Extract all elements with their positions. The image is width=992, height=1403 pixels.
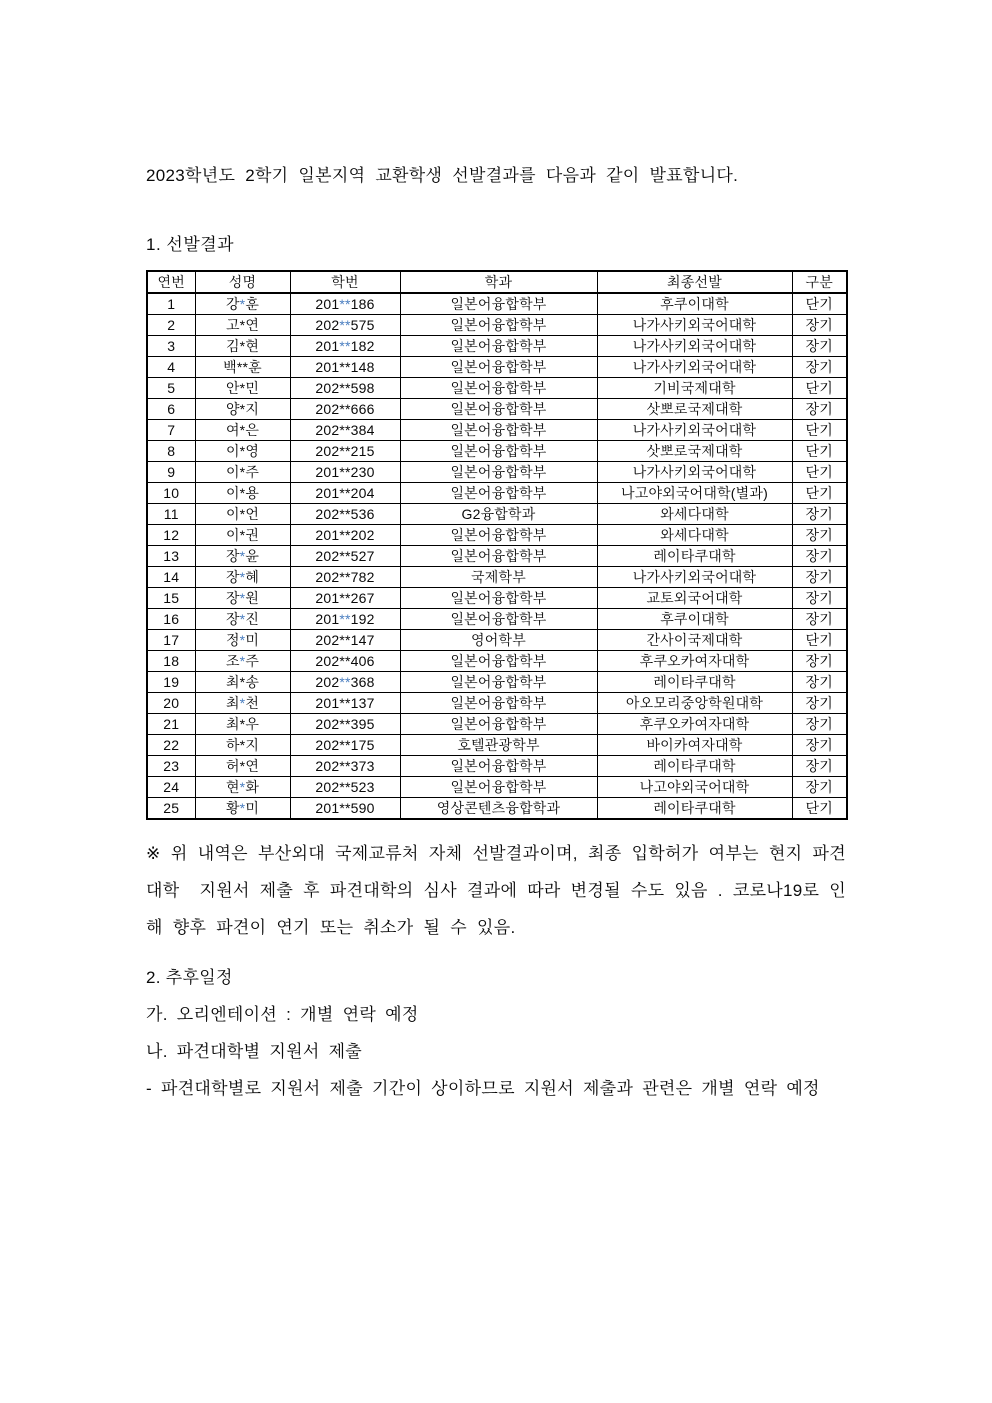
masked-asterisk: * <box>345 674 351 690</box>
table-row <box>147 504 847 525</box>
table-row <box>147 293 847 315</box>
cell-university: 나가사키외국어대학 <box>597 336 792 357</box>
masked-asterisk: * <box>339 380 345 396</box>
cell-department: 영상콘텐츠융합학과 <box>400 798 597 820</box>
cell-category: 장기 <box>792 525 847 546</box>
cell-student-id: 202**666 <box>290 399 400 420</box>
cell-student-id: 201**186 <box>290 293 400 315</box>
column-header-final-selection: 최종선발 <box>597 271 792 293</box>
masked-asterisk: * <box>345 611 351 627</box>
masked-asterisk: * <box>345 548 351 564</box>
section1-heading: 1. 선발결과 <box>146 235 235 254</box>
table-row <box>147 672 847 693</box>
cell-no: 6 <box>147 399 195 420</box>
masked-asterisk: * <box>239 527 246 543</box>
cell-student-id: 201**267 <box>290 588 400 609</box>
cell-department: 일본어융합학부 <box>400 672 597 693</box>
cell-department: 일본어융합학부 <box>400 357 597 378</box>
column-header-student-id: 학번 <box>290 271 400 293</box>
cell-university: 레이타쿠대학 <box>597 756 792 777</box>
masked-asterisk: * <box>345 527 351 543</box>
table-row <box>147 525 847 546</box>
masked-asterisk: * <box>345 359 351 375</box>
cell-name: 장*진 <box>195 609 290 630</box>
cell-department: 일본어융합학부 <box>400 399 597 420</box>
cell-department: 일본어융합학부 <box>400 588 597 609</box>
masked-asterisk: * <box>239 506 246 522</box>
cell-category: 단기 <box>792 462 847 483</box>
table-row <box>147 315 847 336</box>
cell-student-id: 201**137 <box>290 693 400 714</box>
cell-department: 영어학부 <box>400 630 597 651</box>
cell-no: 25 <box>147 798 195 820</box>
cell-name: 최*송 <box>195 672 290 693</box>
masked-asterisk: * <box>345 380 351 396</box>
masked-asterisk: * <box>345 653 351 669</box>
cell-student-id: 202**536 <box>290 504 400 525</box>
masked-asterisk: * <box>339 737 345 753</box>
masked-asterisk: * <box>339 506 345 522</box>
masked-asterisk: * <box>345 443 351 459</box>
cell-university: 삿뽀로국제대학 <box>597 399 792 420</box>
cell-name: 정*미 <box>195 630 290 651</box>
note-paragraph: ※ 위 내역은 부산외대 국제교류처 자체 선발결과이며, 최종 입학허가 여부는 현지 파견대학 지원서 제출 후 파견대학의 심사 결과에 따라 변경될 수도 있음 . 코로나19로 인해 향후 파견이 연기 또는 취소가 될 수 있음. <box>146 844 846 937</box>
cell-no: 19 <box>147 672 195 693</box>
cell-student-id: 201**192 <box>290 609 400 630</box>
cell-university: 교토외국어대학 <box>597 588 792 609</box>
masked-asterisk: * <box>239 611 246 627</box>
cell-category: 장기 <box>792 672 847 693</box>
cell-no: 13 <box>147 546 195 567</box>
cell-name: 허*연 <box>195 756 290 777</box>
cell-university: 레이타쿠대학 <box>597 546 792 567</box>
cell-category: 단기 <box>792 378 847 399</box>
cell-university: 와세다대학 <box>597 504 792 525</box>
masked-asterisk: * <box>239 296 246 312</box>
masked-asterisk: * <box>339 485 345 501</box>
masked-asterisk: * <box>345 590 351 606</box>
table-header <box>147 271 847 293</box>
column-header-name: 성명 <box>195 271 290 293</box>
masked-asterisk: * <box>239 317 246 333</box>
cell-department: 국제학부 <box>400 567 597 588</box>
cell-student-id: 202**406 <box>290 651 400 672</box>
cell-university: 나가사키외국어대학 <box>597 420 792 441</box>
cell-university: 후쿠이대학 <box>597 293 792 315</box>
masked-asterisk: * <box>339 296 345 312</box>
cell-name: 이*용 <box>195 483 290 504</box>
cell-student-id: 202**527 <box>290 546 400 567</box>
cell-category: 단기 <box>792 630 847 651</box>
cell-category: 단기 <box>792 420 847 441</box>
cell-department: 일본어융합학부 <box>400 420 597 441</box>
cell-no: 11 <box>147 504 195 525</box>
cell-name: 장*윤 <box>195 546 290 567</box>
cell-name: 장*혜 <box>195 567 290 588</box>
cell-category: 장기 <box>792 651 847 672</box>
column-header-category: 구분 <box>792 271 847 293</box>
schedule-item-application-detail: - 파견대학별로 지원서 제출 기간이 상이하므로 지원서 제출과 관련은 개별 연락 예정 <box>146 1079 820 1098</box>
cell-name: 하*지 <box>195 735 290 756</box>
cell-department: 일본어융합학부 <box>400 777 597 798</box>
table-row <box>147 546 847 567</box>
masked-asterisk: * <box>345 464 351 480</box>
masked-asterisk: * <box>239 401 246 417</box>
masked-asterisk: * <box>345 569 351 585</box>
cell-name: 황*미 <box>195 798 290 820</box>
section2-heading: 2. 추후일정 <box>146 968 233 987</box>
masked-asterisk: * <box>239 800 246 816</box>
cell-department: 일본어융합학부 <box>400 462 597 483</box>
cell-category: 장기 <box>792 315 847 336</box>
masked-asterisk: * <box>339 338 345 354</box>
cell-student-id: 202**395 <box>290 714 400 735</box>
table-row <box>147 357 847 378</box>
cell-no: 17 <box>147 630 195 651</box>
cell-student-id: 202**782 <box>290 567 400 588</box>
cell-name: 백**훈 <box>195 357 290 378</box>
masked-asterisk: * <box>339 443 345 459</box>
cell-name: 이*영 <box>195 441 290 462</box>
cell-student-id: 202**523 <box>290 777 400 798</box>
cell-no: 15 <box>147 588 195 609</box>
cell-name: 조*주 <box>195 651 290 672</box>
cell-name: 장*원 <box>195 588 290 609</box>
cell-department: 일본어융합학부 <box>400 378 597 399</box>
cell-category: 장기 <box>792 399 847 420</box>
table-row <box>147 714 847 735</box>
cell-no: 21 <box>147 714 195 735</box>
masked-asterisk: * <box>339 674 345 690</box>
masked-asterisk: * <box>345 338 351 354</box>
masked-asterisk: * <box>339 527 345 543</box>
cell-no: 22 <box>147 735 195 756</box>
cell-university: 후쿠오카여자대학 <box>597 714 792 735</box>
table-row <box>147 735 847 756</box>
cell-university: 후쿠오카여자대학 <box>597 651 792 672</box>
cell-name: 이*언 <box>195 504 290 525</box>
cell-name: 고*연 <box>195 315 290 336</box>
cell-category: 단기 <box>792 483 847 504</box>
cell-no: 9 <box>147 462 195 483</box>
cell-category: 장기 <box>792 693 847 714</box>
cell-no: 20 <box>147 693 195 714</box>
masked-asterisk: * <box>339 422 345 438</box>
cell-no: 18 <box>147 651 195 672</box>
table-row <box>147 756 847 777</box>
masked-asterisk: * <box>239 779 246 795</box>
masked-asterisk: * <box>242 359 249 375</box>
masked-asterisk: * <box>345 632 351 648</box>
masked-asterisk: * <box>239 422 246 438</box>
masked-asterisk: * <box>339 716 345 732</box>
masked-asterisk: * <box>339 548 345 564</box>
table-row <box>147 798 847 820</box>
cell-no: 14 <box>147 567 195 588</box>
masked-asterisk: * <box>239 443 246 459</box>
cell-university: 와세다대학 <box>597 525 792 546</box>
cell-university: 나가사키외국어대학 <box>597 567 792 588</box>
masked-asterisk: * <box>239 548 246 564</box>
cell-category: 장기 <box>792 609 847 630</box>
masked-asterisk: * <box>345 506 351 522</box>
table-row <box>147 630 847 651</box>
cell-category: 장기 <box>792 777 847 798</box>
schedule-item-orientation: 가. 오리엔테이션 : 개별 연락 예정 <box>146 1005 419 1024</box>
masked-asterisk: * <box>345 758 351 774</box>
masked-asterisk: * <box>345 716 351 732</box>
cell-name: 현*화 <box>195 777 290 798</box>
table-row <box>147 420 847 441</box>
cell-university: 나가사키외국어대학 <box>597 315 792 336</box>
cell-university: 간사이국제대학 <box>597 630 792 651</box>
cell-department: 일본어융합학부 <box>400 441 597 462</box>
cell-name: 이*권 <box>195 525 290 546</box>
masked-asterisk: * <box>339 653 345 669</box>
cell-department: 일본어융합학부 <box>400 651 597 672</box>
table-row <box>147 483 847 504</box>
masked-asterisk: * <box>239 464 246 480</box>
cell-category: 장기 <box>792 567 847 588</box>
cell-no: 8 <box>147 441 195 462</box>
column-header-no: 연번 <box>147 271 195 293</box>
cell-no: 23 <box>147 756 195 777</box>
masked-asterisk: * <box>345 695 351 711</box>
cell-no: 16 <box>147 609 195 630</box>
cell-department: 일본어융합학부 <box>400 483 597 504</box>
cell-no: 24 <box>147 777 195 798</box>
cell-university: 기비국제대학 <box>597 378 792 399</box>
cell-category: 단기 <box>792 798 847 820</box>
masked-asterisk: * <box>239 590 246 606</box>
cell-name: 강*훈 <box>195 293 290 315</box>
cell-no: 1 <box>147 293 195 315</box>
table-row <box>147 378 847 399</box>
document-content <box>146 0 846 1107</box>
cell-department: 일본어융합학부 <box>400 293 597 315</box>
cell-university: 레이타쿠대학 <box>597 672 792 693</box>
masked-asterisk: * <box>339 632 345 648</box>
cell-student-id: 201**204 <box>290 483 400 504</box>
masked-asterisk: * <box>339 401 345 417</box>
masked-asterisk: * <box>345 737 351 753</box>
table-row <box>147 462 847 483</box>
cell-university: 나고야외국어대학 <box>597 777 792 798</box>
masked-asterisk: * <box>239 632 246 648</box>
masked-asterisk: * <box>345 422 351 438</box>
cell-university: 바이카여자대학 <box>597 735 792 756</box>
table-row <box>147 336 847 357</box>
cell-category: 단기 <box>792 293 847 315</box>
cell-department: 일본어융합학부 <box>400 693 597 714</box>
cell-university: 후쿠이대학 <box>597 609 792 630</box>
masked-asterisk: * <box>239 737 246 753</box>
table-row <box>147 693 847 714</box>
cell-category: 장기 <box>792 357 847 378</box>
masked-asterisk: * <box>239 716 246 732</box>
cell-department: 일본어융합학부 <box>400 714 597 735</box>
cell-student-id: 202**384 <box>290 420 400 441</box>
cell-name: 양*지 <box>195 399 290 420</box>
masked-asterisk: * <box>345 401 351 417</box>
cell-student-id: 202**175 <box>290 735 400 756</box>
masked-asterisk: * <box>345 485 351 501</box>
masked-asterisk: * <box>239 380 246 396</box>
masked-asterisk: * <box>339 695 345 711</box>
masked-asterisk: * <box>339 800 345 816</box>
cell-category: 단기 <box>792 441 847 462</box>
masked-asterisk: * <box>339 464 345 480</box>
masked-asterisk: * <box>345 296 351 312</box>
cell-student-id: 202**373 <box>290 756 400 777</box>
masked-asterisk: * <box>339 569 345 585</box>
cell-student-id: 201**182 <box>290 336 400 357</box>
table-row <box>147 399 847 420</box>
cell-department: 호텔관광학부 <box>400 735 597 756</box>
table-body <box>147 293 847 819</box>
cell-no: 7 <box>147 420 195 441</box>
masked-asterisk: * <box>339 758 345 774</box>
cell-university: 나가사키외국어대학 <box>597 357 792 378</box>
masked-asterisk: * <box>239 653 246 669</box>
masked-asterisk: * <box>339 779 345 795</box>
table-row <box>147 441 847 462</box>
cell-department: G2융합학과 <box>400 504 597 525</box>
cell-student-id: 202**575 <box>290 315 400 336</box>
cell-name: 최*우 <box>195 714 290 735</box>
column-header-department: 학과 <box>400 271 597 293</box>
cell-category: 장기 <box>792 546 847 567</box>
table-row <box>147 588 847 609</box>
masked-asterisk: * <box>339 590 345 606</box>
masked-asterisk: * <box>345 779 351 795</box>
cell-category: 장기 <box>792 504 847 525</box>
masked-asterisk: * <box>339 317 345 333</box>
masked-asterisk: * <box>239 338 246 354</box>
cell-name: 김*현 <box>195 336 290 357</box>
cell-no: 5 <box>147 378 195 399</box>
cell-student-id: 202**215 <box>290 441 400 462</box>
cell-category: 장기 <box>792 756 847 777</box>
cell-university: 삿뽀로국제대학 <box>597 441 792 462</box>
masked-asterisk: * <box>345 800 351 816</box>
cell-department: 일본어융합학부 <box>400 546 597 567</box>
selection-results-table <box>146 270 848 820</box>
cell-university: 아오모리중앙학원대학 <box>597 693 792 714</box>
cell-category: 장기 <box>792 714 847 735</box>
cell-student-id: 201**230 <box>290 462 400 483</box>
masked-asterisk: * <box>239 674 246 690</box>
cell-department: 일본어융합학부 <box>400 315 597 336</box>
schedule-item-application: 나. 파견대학별 지원서 제출 <box>146 1042 363 1061</box>
table-row <box>147 567 847 588</box>
cell-no: 4 <box>147 357 195 378</box>
cell-student-id: 202**147 <box>290 630 400 651</box>
masked-asterisk: * <box>239 758 246 774</box>
cell-name: 여*은 <box>195 420 290 441</box>
cell-university: 나가사키외국어대학 <box>597 462 792 483</box>
cell-no: 3 <box>147 336 195 357</box>
masked-asterisk: * <box>239 485 246 501</box>
table-row <box>147 777 847 798</box>
table-header-row <box>147 271 847 293</box>
cell-category: 장기 <box>792 588 847 609</box>
masked-asterisk: * <box>236 359 243 375</box>
cell-university: 나고야외국어대학(별과) <box>597 483 792 504</box>
cell-name: 이*주 <box>195 462 290 483</box>
cell-student-id: 201**148 <box>290 357 400 378</box>
cell-no: 12 <box>147 525 195 546</box>
cell-category: 장기 <box>792 336 847 357</box>
masked-asterisk: * <box>239 569 246 585</box>
table-row <box>147 609 847 630</box>
masked-asterisk: * <box>339 359 345 375</box>
cell-name: 최*천 <box>195 693 290 714</box>
cell-student-id: 202**368 <box>290 672 400 693</box>
section2 <box>146 959 846 1107</box>
cell-department: 일본어융합학부 <box>400 525 597 546</box>
cell-name: 안*민 <box>195 378 290 399</box>
document-title: 2023학년도 2학기 일본지역 교환학생 선발결과를 다음과 같이 발표합니다. <box>146 166 739 185</box>
cell-student-id: 201**202 <box>290 525 400 546</box>
masked-asterisk: * <box>345 317 351 333</box>
cell-student-id: 201**590 <box>290 798 400 820</box>
cell-category: 장기 <box>792 735 847 756</box>
table-row <box>147 651 847 672</box>
cell-university: 레이타쿠대학 <box>597 798 792 820</box>
masked-asterisk: * <box>339 611 345 627</box>
cell-no: 2 <box>147 315 195 336</box>
cell-no: 10 <box>147 483 195 504</box>
cell-department: 일본어융합학부 <box>400 756 597 777</box>
cell-student-id: 202**598 <box>290 378 400 399</box>
cell-department: 일본어융합학부 <box>400 609 597 630</box>
masked-asterisk: * <box>239 695 246 711</box>
cell-department: 일본어융합학부 <box>400 336 597 357</box>
